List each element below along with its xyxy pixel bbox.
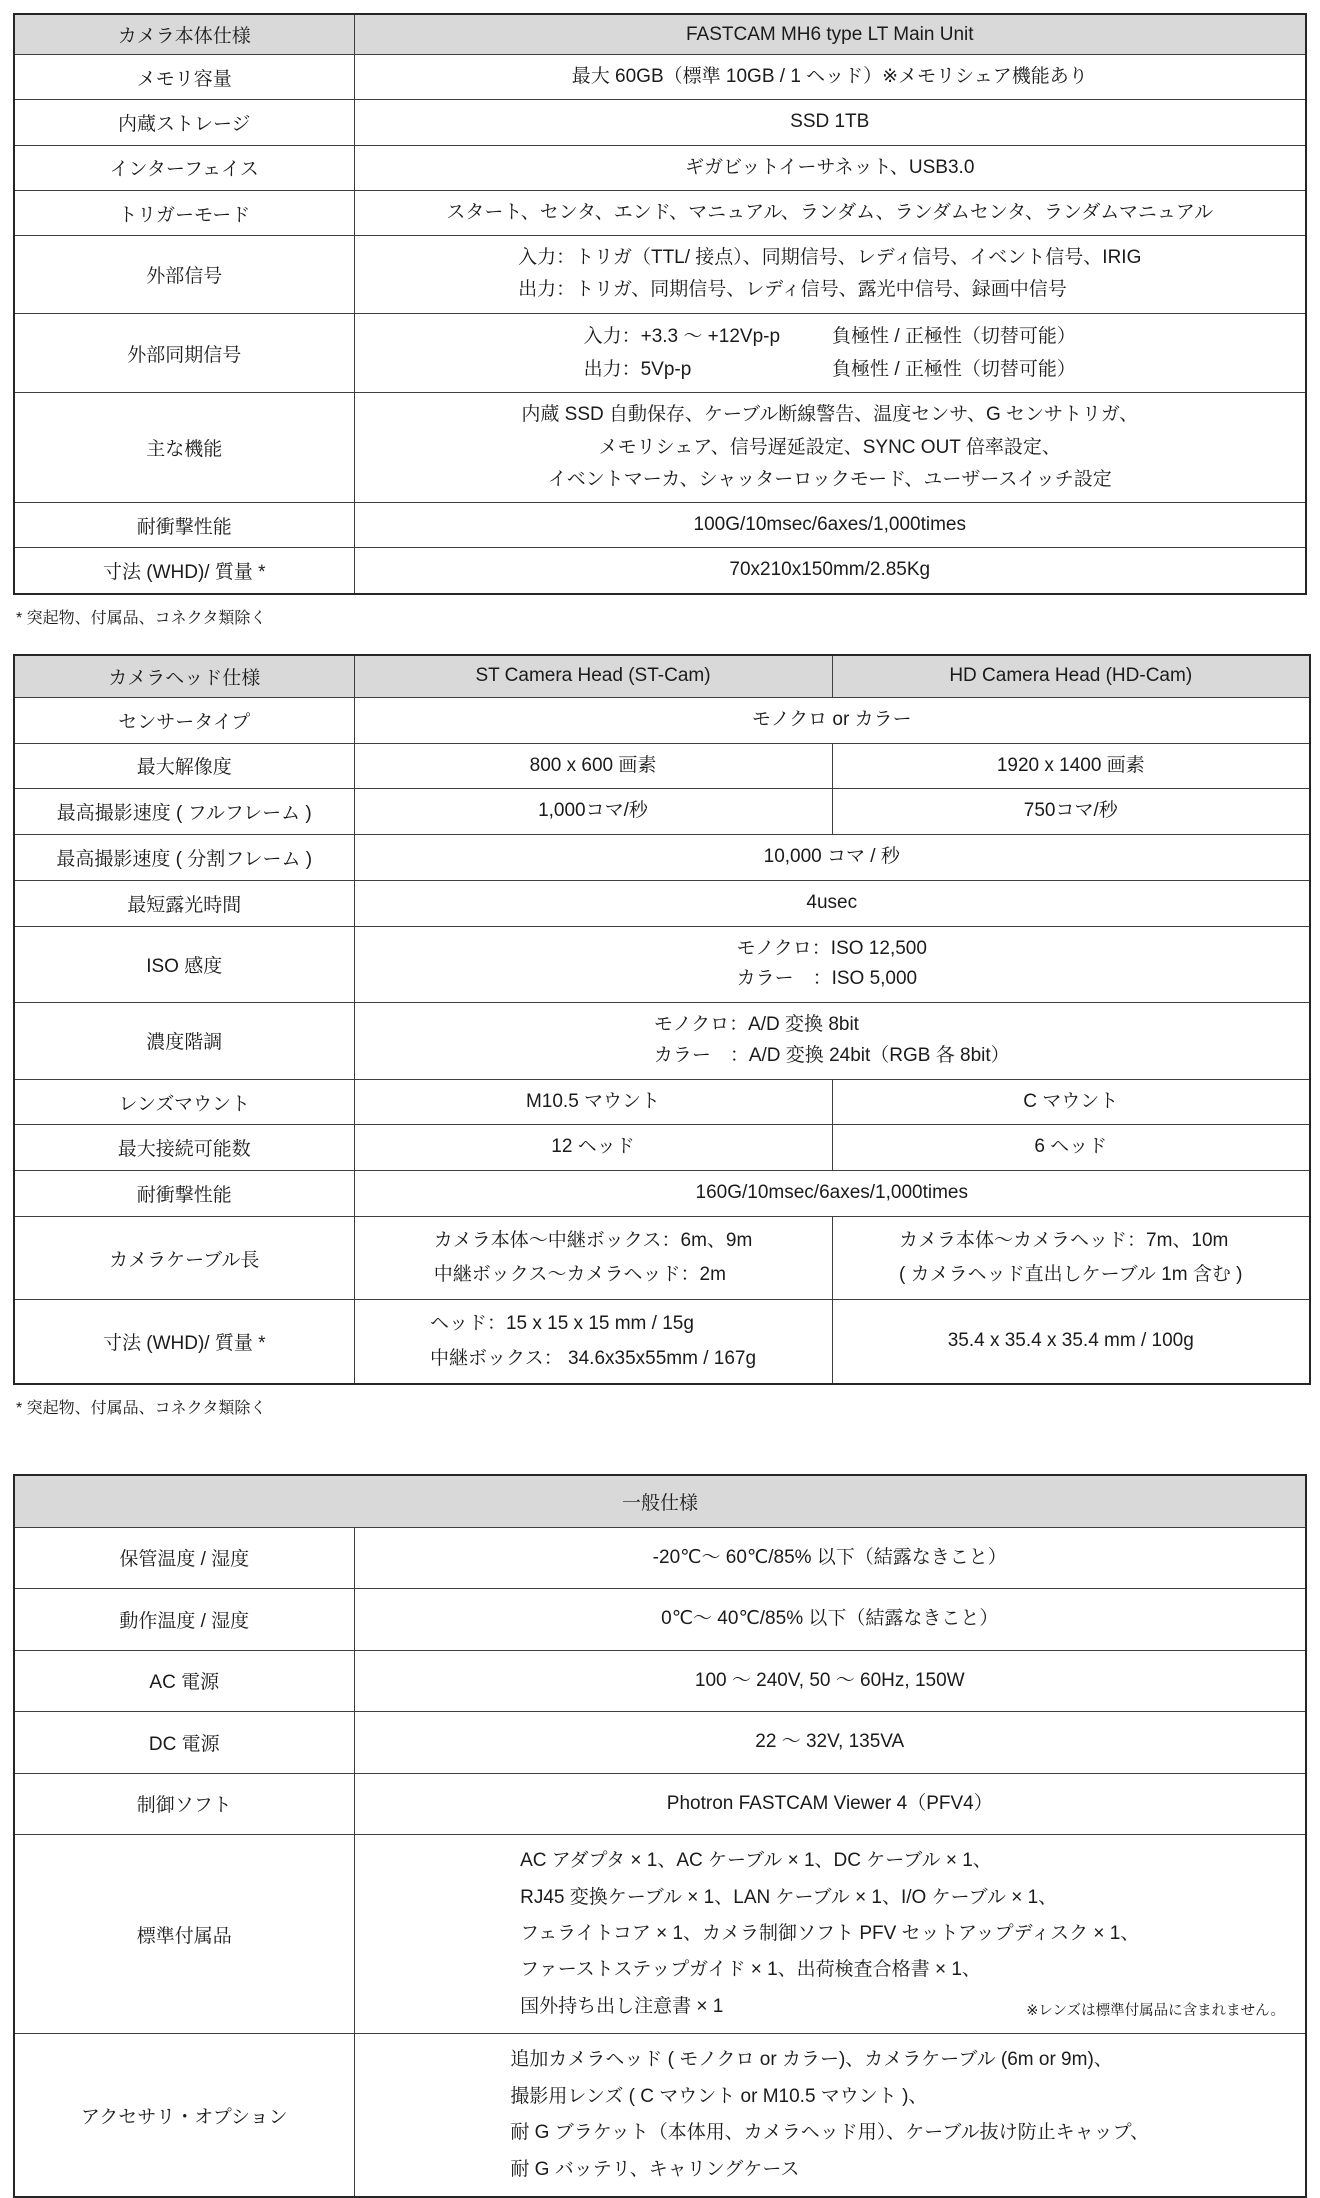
row-value: [354, 145, 1306, 190]
row-value-hd-cam: [832, 1300, 1310, 1384]
table-header-row: [14, 1475, 1306, 1528]
pair-line: 負極性 / 正極性（切替可能）: [832, 359, 1076, 381]
cell-lines: [365, 842, 1300, 873]
footnote-camera-head: * 突起物、付属品、コネクタ類除く: [16, 1399, 267, 1417]
cell-lines: [518, 242, 1141, 307]
cell-lines: [365, 705, 1300, 736]
row-value: [354, 697, 1310, 743]
cell-line: カメラ本体～カメラヘッド：7m、10m: [899, 1229, 1229, 1251]
row-value-hd-cam: [832, 1216, 1310, 1299]
cell-line: カラー ：A/D 変換 24bit（RGB 各 8bit）: [653, 1044, 1010, 1066]
table-row: [14, 1773, 1306, 1834]
cell-lines: [365, 888, 1300, 919]
cell-line: 0℃～ 40℃/85% 以下（結露なきこと）: [661, 1608, 999, 1630]
row-value: [354, 393, 1306, 503]
cell-line: 12 ヘッド: [551, 1136, 635, 1158]
cell-line: 800 x 600 画素: [529, 754, 657, 776]
cell-lines: [365, 1663, 1296, 1699]
cell-lines: [365, 1601, 1296, 1637]
cell-line: 100G/10msec/6axes/1,000times: [693, 514, 966, 536]
cell-line: SSD 1TB: [790, 111, 870, 133]
cell-line: 750コマ/秒: [1023, 800, 1118, 822]
row-label: 制御ソフト: [14, 1773, 354, 1834]
cell-line: 1920 x 1400 画素: [996, 754, 1145, 776]
cell-line: Photron FASTCAM Viewer 4（PFV4）: [666, 1792, 993, 1814]
row-value: [354, 503, 1306, 548]
camera-head-spec-table: [13, 654, 1311, 1385]
cell-line: -20℃～ 60℃/85% 以下（結露なきこと）: [652, 1546, 1007, 1568]
row-label: 外部信号: [14, 236, 354, 314]
cell-line: 6 ヘッド: [1034, 1136, 1108, 1158]
cell-lines: [365, 197, 1296, 229]
cell-line: M10.5 マウント: [525, 1090, 661, 1112]
cell-lines: [510, 2042, 1149, 2188]
row-label: 内蔵ストレージ: [14, 100, 354, 145]
cell-line: 国外持ち出し注意書 × 1: [520, 1995, 724, 2017]
row-label: アクセサリ・オプション: [14, 2034, 354, 2197]
row-value: [354, 1773, 1306, 1834]
column-header-st-cam: ST Camera Head (ST-Cam): [354, 655, 832, 698]
row-value: [354, 926, 1310, 1003]
cell-line: イベントマーカ、シャッターロックモード、ユーザースイッチ設定: [547, 468, 1112, 490]
cell-lines: [520, 1843, 1139, 2025]
row-label: メモリ容量: [14, 55, 354, 100]
cell-line: 中継ボックス： 34.6x35x55mm / 167g: [429, 1347, 757, 1369]
row-value: [354, 2034, 1306, 2197]
cell-lines: [365, 554, 1296, 586]
row-value: [354, 548, 1306, 594]
row-value: [354, 313, 1306, 393]
table-row: [14, 145, 1306, 190]
row-value: [354, 190, 1306, 235]
row-value: [354, 236, 1306, 314]
cell-lines: [899, 1224, 1242, 1292]
table-row: [14, 1300, 1310, 1384]
cell-lines: [365, 1178, 1300, 1209]
table-row: [14, 503, 1306, 548]
general-spec-table: [13, 1474, 1307, 2198]
cell-lines: [434, 1224, 753, 1292]
cell-line: ( カメラヘッド直出しケーブル 1m 含む ): [899, 1264, 1243, 1286]
row-value: [354, 1003, 1310, 1080]
cell-line: モノクロ or カラー: [751, 708, 912, 730]
table-row: [14, 1125, 1310, 1171]
row-label: 主な機能: [14, 393, 354, 503]
row-value-st-cam: [354, 789, 832, 835]
table-title-camera-head: カメラヘッド仕様: [14, 655, 354, 698]
cell-line: モノクロ：ISO 12,500: [736, 937, 927, 959]
row-label: 最大接続可能数: [14, 1125, 354, 1171]
cell-line: 撮影用レンズ ( C マウント or M10.5 マウント )、: [510, 2085, 928, 2107]
cell-line: カメラ本体～中継ボックス：6m、9m: [433, 1229, 753, 1251]
row-label: 濃度階調: [14, 1003, 354, 1080]
cell-line: 追加カメラヘッド ( モノクロ or カラー)、カメラケーブル (6m or 9m)、: [510, 2049, 1113, 2071]
main-unit-table-body: [14, 55, 1306, 594]
row-label: トリガーモード: [14, 190, 354, 235]
row-value: [354, 1171, 1310, 1217]
table-row: [14, 789, 1310, 835]
table-row: [14, 1216, 1310, 1299]
row-value-st-cam: [354, 1300, 832, 1384]
table-row: [14, 1003, 1310, 1080]
cell-lines: [365, 399, 1296, 496]
table-row: [14, 697, 1310, 743]
table-row: [14, 926, 1310, 1003]
cell-line: 耐 G バッテリ、キャリングケース: [510, 2158, 800, 2180]
cell-line: AC アダプタ × 1、AC ケーブル × 1、DC ケーブル × 1、: [520, 1850, 992, 1872]
row-label: AC 電源: [14, 1650, 354, 1711]
cell-lines: [654, 1010, 1010, 1072]
cell-line: ヘッド：15 x 15 x 15 mm / 15g: [429, 1313, 694, 1335]
row-value: [354, 1589, 1306, 1650]
table-row: [14, 548, 1306, 594]
main-unit-spec-table: [13, 13, 1307, 595]
cell-lines: [365, 796, 822, 827]
table-title-main-unit-value: FASTCAM MH6 type LT Main Unit: [354, 14, 1306, 55]
cell-line: スタート、センタ、エンド、マニュアル、ランダム、ランダムセンタ、ランダムマニュアル: [446, 201, 1214, 223]
cell-lines: [843, 1087, 1300, 1118]
row-value: [354, 100, 1306, 145]
row-value: [354, 1712, 1306, 1773]
cell-lines: [365, 751, 822, 782]
cell-lines: [365, 1786, 1296, 1822]
row-value-hd-cam: [832, 1079, 1310, 1125]
cell-line: モノクロ：A/D 変換 8bit: [653, 1014, 859, 1036]
table-row: [14, 1079, 1310, 1125]
row-value: [354, 55, 1306, 100]
row-label: DC 電源: [14, 1712, 354, 1773]
camera-head-table-body: [14, 697, 1310, 1383]
cell-line: 10,000 コマ / 秒: [763, 846, 900, 868]
column-header-hd-cam: HD Camera Head (HD-Cam): [832, 655, 1310, 698]
cell-lines: [365, 106, 1296, 138]
cell-lines: [430, 1307, 756, 1375]
cell-line: 70x210x150mm/2.85Kg: [729, 559, 931, 581]
cell-line: カラー ：ISO 5,000: [736, 968, 918, 990]
cell-lines: [365, 509, 1296, 541]
cell-line: 35.4 x 35.4 x 35.4 mm / 100g: [947, 1330, 1194, 1352]
table-row: [14, 55, 1306, 100]
row-value: [354, 1835, 1306, 2034]
cell-line: RJ45 変換ケーブル × 1、LAN ケーブル × 1、I/O ケーブル × 1、: [520, 1886, 1058, 1908]
cell-lines: [843, 1324, 1300, 1358]
table-row: [14, 1712, 1306, 1773]
row-label: 外部同期信号: [14, 313, 354, 393]
cell-lines: [365, 152, 1296, 184]
table-row: [14, 880, 1310, 926]
table-row: [14, 313, 1306, 393]
row-label: 耐衝撃性能: [14, 503, 354, 548]
row-value: [354, 1527, 1306, 1588]
row-label: 最短露光時間: [14, 880, 354, 926]
table-row: [14, 1589, 1306, 1650]
row-label: レンズマウント: [14, 1079, 354, 1125]
pair-line: 入力：+3.3 ～ +12Vp-p: [583, 325, 781, 347]
cell-line: 中継ボックス～カメラヘッド：2m: [433, 1264, 726, 1286]
cell-line: 22 ～ 32V, 135VA: [755, 1731, 905, 1753]
cell-lines: [737, 934, 927, 996]
row-value-hd-cam: [832, 743, 1310, 789]
row-value: [354, 835, 1310, 881]
footnote-main-unit: * 突起物、付属品、コネクタ類除く: [16, 609, 267, 627]
cell-line: 入力：トリガ（TTL/ 接点）、同期信号、レディ信号、イベント信号、IRIG: [518, 247, 1142, 269]
row-label: ISO 感度: [14, 926, 354, 1003]
cell-lines: [365, 1087, 822, 1118]
row-value: [354, 880, 1310, 926]
cell-line: メモリシェア、信号遅延設定、SYNC OUT 倍率設定、: [598, 436, 1061, 458]
table-row: [14, 1835, 1306, 2034]
table-title-main-unit: カメラ本体仕様: [14, 14, 354, 55]
row-label: 最高撮影速度 ( 分割フレーム ): [14, 835, 354, 881]
cell-line: ファーストステップガイド × 1、出荷検査合格書 × 1、: [520, 1959, 981, 1981]
general-table-body: [14, 1527, 1306, 2197]
cell-lines: [365, 61, 1296, 93]
table-title-general: 一般仕様: [14, 1475, 1306, 1528]
cell-line: フェライトコア × 1、カメラ制御ソフト PFV セットアップディスク × 1、: [520, 1922, 1140, 1944]
row-label: 最大解像度: [14, 743, 354, 789]
row-label: 寸法 (WHD)/ 質量 *: [14, 1300, 354, 1384]
table-row: [14, 393, 1306, 503]
table-header-row: [14, 14, 1306, 55]
cell-line: 100 ～ 240V, 50 ～ 60Hz, 150W: [694, 1669, 965, 1691]
lens-not-included-note: ※レンズは標準付属品に含まれません。: [1026, 2003, 1285, 2019]
table-row: [14, 1650, 1306, 1711]
cell-lines: [843, 1132, 1300, 1163]
row-label: 保管温度 / 湿度: [14, 1527, 354, 1588]
cell-lines: [365, 1724, 1296, 1760]
table-row: [14, 743, 1310, 789]
row-label: 寸法 (WHD)/ 質量 *: [14, 548, 354, 594]
table-row: [14, 835, 1310, 881]
row-label: 標準付属品: [14, 1835, 354, 2034]
row-label: 最高撮影速度 ( フルフレーム ): [14, 789, 354, 835]
table-row: [14, 100, 1306, 145]
row-value-hd-cam: [832, 789, 1310, 835]
row-value-st-cam: [354, 1216, 832, 1299]
row-value-hd-cam: [832, 1125, 1310, 1171]
pair-line: 負極性 / 正極性（切替可能）: [832, 325, 1076, 347]
cell-line: 出力：トリガ、同期信号、レディ信号、露光中信号、録画中信号: [518, 279, 1067, 301]
cell-line: 耐 G ブラケット（本体用、カメラヘッド用）、ケーブル抜け防止キャップ、: [510, 2122, 1150, 2144]
cell-line: 4usec: [806, 891, 858, 913]
cell-lines: [365, 1132, 822, 1163]
table-row: [14, 190, 1306, 235]
cell-line: 最大 60GB（標準 10GB / 1 ヘッド）※メモリシェア機能あり: [571, 66, 1088, 87]
cell-lines: [843, 796, 1300, 827]
row-value-st-cam: [354, 743, 832, 789]
row-value: [354, 1650, 1306, 1711]
table-row: [14, 2034, 1306, 2197]
row-label: 動作温度 / 湿度: [14, 1589, 354, 1650]
aligned-pairs: [584, 320, 1076, 387]
cell-line: C マウント: [1023, 1090, 1119, 1112]
cell-lines: [843, 751, 1300, 782]
cell-lines: [365, 1540, 1296, 1576]
row-value-st-cam: [354, 1079, 832, 1125]
cell-line: 160G/10msec/6axes/1,000times: [695, 1182, 968, 1204]
row-label: インターフェイス: [14, 145, 354, 190]
cell-line: ギガビットイーサネット、USB3.0: [685, 156, 975, 178]
row-label: センサータイプ: [14, 697, 354, 743]
table-row: [14, 1171, 1310, 1217]
row-label: カメラケーブル長: [14, 1216, 354, 1299]
pair-line: 出力：5Vp-p: [583, 359, 692, 381]
row-label: 耐衝撃性能: [14, 1171, 354, 1217]
row-value-st-cam: [354, 1125, 832, 1171]
table-row: [14, 1527, 1306, 1588]
table-row: [14, 236, 1306, 314]
cell-line: 内蔵 SSD 自動保存、ケーブル断線警告、温度センサ、G センサトリガ、: [521, 404, 1139, 426]
table-header-row: [14, 655, 1310, 698]
cell-line: 1,000コマ/秒: [538, 800, 648, 822]
